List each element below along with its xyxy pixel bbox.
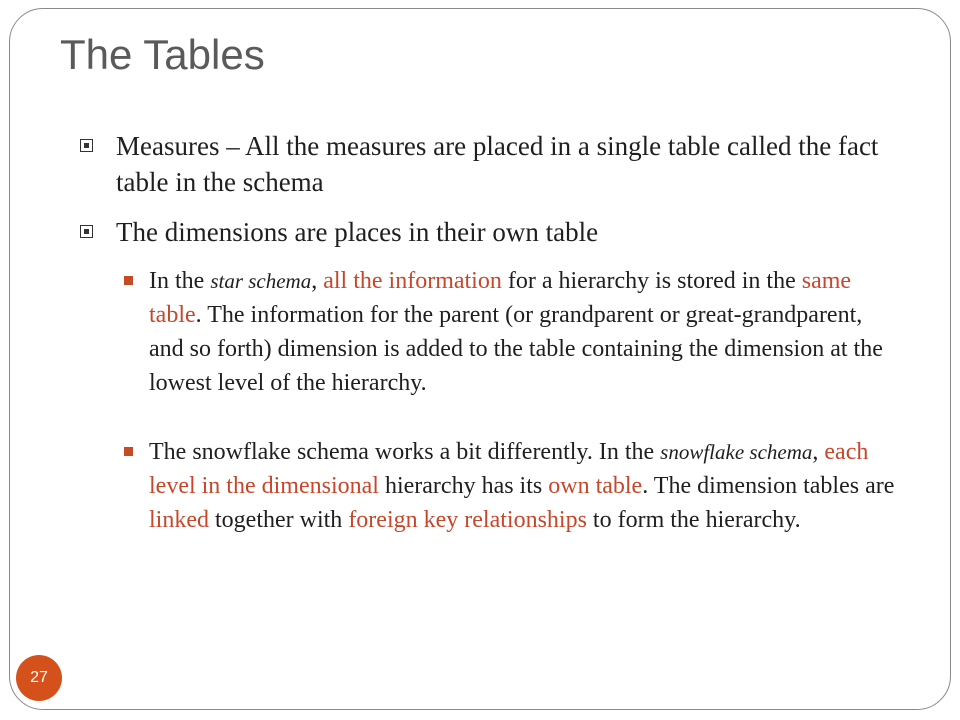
bullet-text: The dimensions are places in their own table <box>116 217 599 247</box>
text-run: . The dimension tables are <box>642 473 895 499</box>
slide-content <box>80 128 900 537</box>
text-run: In the <box>149 268 211 294</box>
text-run: hierarchy has its <box>378 473 549 499</box>
italic-term: snowflake schema <box>660 440 813 464</box>
page-number-badge: 27 <box>16 655 62 701</box>
square-bullet-icon <box>124 447 133 456</box>
square-bullet-icon <box>124 276 133 285</box>
slide-title: The Tables <box>60 31 265 78</box>
text-run: The snowflake schema works a bit differently. In the <box>149 439 661 465</box>
checkbox-bullet-icon <box>80 225 93 238</box>
text-run: together with <box>209 507 349 533</box>
highlight-text: foreign key relationships <box>348 507 587 533</box>
bullet-dimensions <box>80 214 900 250</box>
checkbox-bullet-icon <box>80 139 93 152</box>
highlight-text: own table <box>548 473 643 499</box>
highlight-text: same table <box>149 268 852 328</box>
text-run: . The information for the parent (or grandparent or great-grandparent, and so forth) dimension is added to the table containing the dimension at the lowest level of the hierarchy. <box>149 302 883 396</box>
subbullet-snowflake-schema <box>124 435 900 537</box>
text-run: , <box>311 268 324 294</box>
subbullet-star-schema <box>124 264 900 400</box>
highlight-text: all the information <box>323 268 502 294</box>
bullet-measures <box>80 128 900 200</box>
italic-term: star schema <box>210 269 312 293</box>
highlight-text: each level in the dimensional <box>149 439 869 499</box>
highlight-text: linked <box>149 507 209 533</box>
text-run: to form the hierarchy. <box>586 507 801 533</box>
text-run: for a hierarchy is stored in the <box>501 268 802 294</box>
text-run: , <box>812 439 825 465</box>
bullet-text: Measures – All the measures are placed in a single table called the fact table in the schema <box>116 131 879 197</box>
